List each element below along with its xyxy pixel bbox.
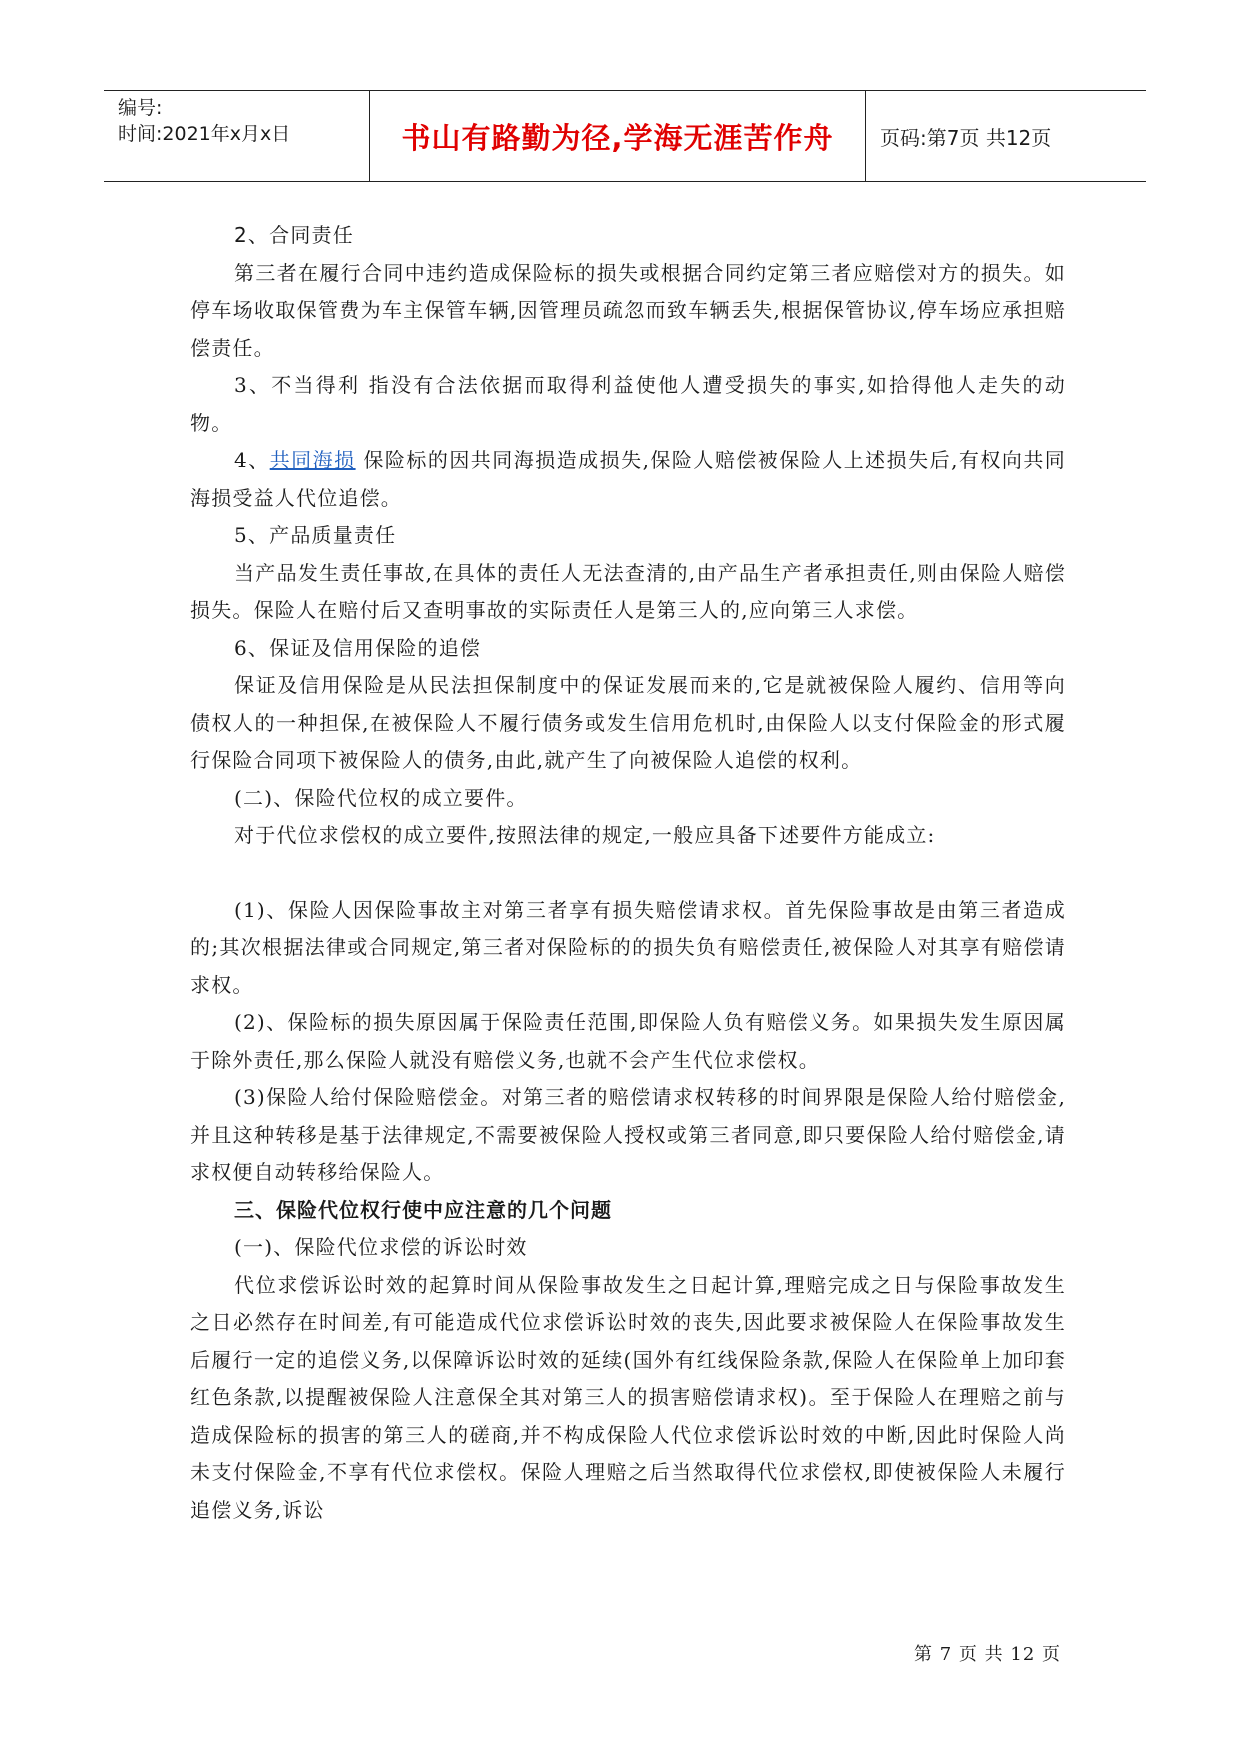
item-heading: 6、保证及信用保险的追偿 [234, 635, 482, 660]
item-prefix: 4、 [234, 448, 270, 472]
item-heading: 5、产品质量责任 [234, 523, 397, 547]
spacer [190, 855, 1066, 892]
subsection-heading: (一)、保险代位求偿的诉讼时效 [234, 1235, 528, 1259]
header-motto: 书山有路勤为径,学海无涯苦作舟 [369, 91, 866, 181]
general-average-link[interactable]: 共同海损 [269, 448, 356, 472]
paragraph: 当产品发生责任事故,在具体的责任人无法查清的,由产品生产者承担责任,则由保险人赔偿损失。保险人在赔付后又查明事故的实际责任人是第三人的,应向第三人求偿。 [190, 560, 1066, 622]
condition-1: (1)、保险人因保险事故主对第三者享有损失赔偿请求权。首先保险事故是由第三者造成的;其次根据法律或合同规定,第三者对保险标的的损失负有赔偿责任,被保险人对其享有赔偿请求权。 [190, 897, 1066, 997]
document-header [104, 90, 1146, 182]
document-body [190, 217, 1066, 1529]
serial-label: 编号: [118, 97, 163, 119]
condition-2: (2)、保险标的损失原因属于保险责任范围,即保险人负有赔偿义务。如果损失发生原因属于除外责任,那么保险人就没有赔偿义务,也就不会产生代位求偿权。 [190, 1010, 1066, 1072]
header-page-info: 页码:第7页 共12页 [880, 125, 1052, 150]
section-heading: 三、保险代位权行使中应注意的几个问题 [234, 1197, 612, 1222]
section-heading: (二)、保险代位权的成立要件。 [234, 785, 528, 810]
time-label: 时间:2021年x月x日 [118, 123, 291, 145]
paragraph [190, 442, 1066, 517]
paragraph: 保证及信用保险是从民法担保制度中的保证发展而来的,它是就被保险人履约、信用等向债权人的一种担保,在被保险人不履行债务或发生信用危机时,由保险人以支付保险金的形式履行保险合同项下被保险人的债务,由此,就产生了向被保险人追偿的权利。 [190, 673, 1066, 772]
paragraph: 第三者在履行合同中违约造成保险标的损失或根据合同约定第三者应赔偿对方的损失。如停车场收取保管费为车主保管车辆,因管理员疏忽而致车辆丢失,根据保管协议,停车场应承担赔偿责任。 [190, 260, 1066, 360]
paragraph: 3、不当得利 指没有合法依据而取得利益使他人遭受损失的事实,如拾得他人走失的动物。 [190, 373, 1066, 435]
item-heading: 2、合同责任 [234, 223, 354, 247]
page-footer: 第 7 页 共 12 页 [914, 1644, 1061, 1665]
paragraph-rest: 保险标的因共同海损造成损失,保险人赔偿被保险人上述损失后,有权向共同海损受益人代位追偿。 [190, 448, 1067, 510]
paragraph: 代位求偿诉讼时效的起算时间从保险事故发生之日起计算,理赔完成之日与保险事故发生之日必然存在时间差,有可能造成代位求偿诉讼时效的丧失,因此要求被保险人在保险事故发生后履行一定的追偿义务,以保障诉讼时效的延续(国外有红线保险条款,保险人在保险单上加印套红色条款,以提醒被保险人注意保全其对第三人的损害赔偿请求权)。至于保险人在理赔之前与造成保险标的损害的第三人的磋商,并不构成保险人代位求偿诉讼时效的中断,因此时保险人尚未支付保险金,不享有代位求偿权。保险人理赔之后当然取得代位求偿权,即使被保险人未履行追偿义务,诉讼 [190, 1272, 1066, 1522]
header-meta [104, 91, 369, 181]
paragraph: 对于代位求偿权的成立要件,按照法律的规定,一般应具备下述要件方能成立: [234, 823, 936, 847]
condition-3: (3)保险人给付保险赔偿金。对第三者的赔偿请求权转移的时间界限是保险人给付赔偿金,并且这种转移是基于法律规定,不需要被保险人授权或第三者同意,即只要保险人给付赔偿金,请求权便自动转移给保险人。 [190, 1085, 1066, 1184]
